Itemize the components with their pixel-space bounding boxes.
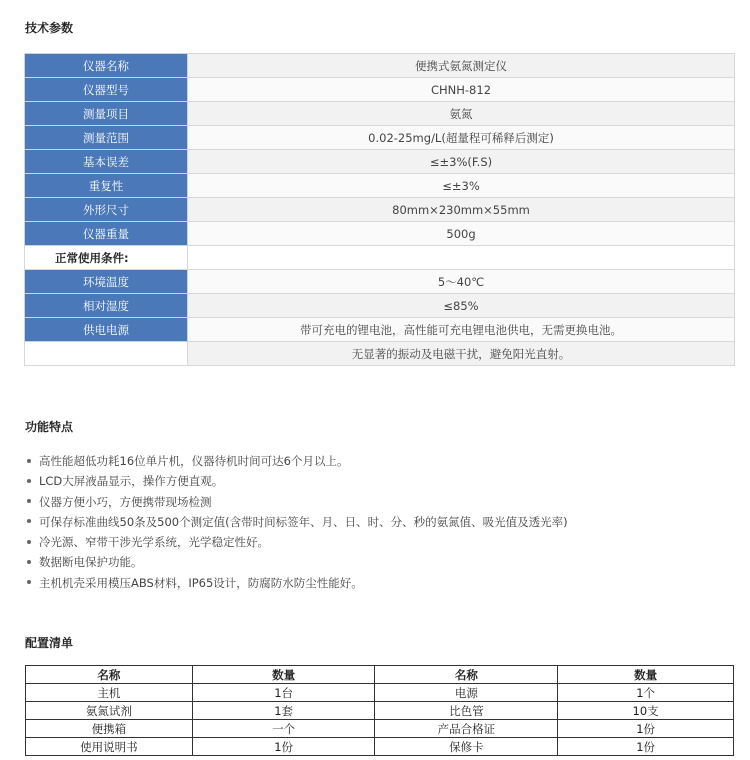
- config-table: [25, 665, 734, 756]
- table-cell: 1套: [192, 702, 375, 720]
- spec-row: [25, 174, 735, 198]
- spec-label: 仪器型号: [25, 78, 188, 102]
- spec-label: 供电电源: [25, 318, 188, 342]
- spec-row: [25, 318, 735, 342]
- bullet-icon: [27, 540, 31, 544]
- spec-label: 仪器重量: [25, 222, 188, 246]
- table-cell: 使用说明书: [26, 738, 193, 756]
- spec-row: [25, 102, 735, 126]
- bullet-icon: [27, 479, 31, 483]
- spec-value: 带可充电的锂电池，高性能可充电锂电池供电，无需更换电池。: [188, 318, 735, 342]
- spec-row: [25, 126, 735, 150]
- spec-label: 重复性: [25, 174, 188, 198]
- spec-label: 外形尺寸: [25, 198, 188, 222]
- spec-value: ≤85%: [188, 294, 735, 318]
- spec-value: 5～40℃: [188, 270, 735, 294]
- spec-row: [25, 150, 735, 174]
- spec-value: 0.02-25mg/L(超量程可稀释后测定): [188, 126, 735, 150]
- spec-value: CHNH-812: [188, 78, 735, 102]
- spec-row: [25, 222, 735, 246]
- feature-text: 可保存标准曲线50条及500个测定值(含带时间标签年、月、日、时、分、秒的氨氮值、吸光值及透光率): [39, 514, 568, 529]
- spec-empty-label: [25, 342, 188, 366]
- spec-value: 80mm×230mm×55mm: [188, 198, 735, 222]
- spec-label: 仪器名称: [25, 54, 188, 78]
- config-heading: 配置清单: [25, 636, 74, 650]
- column-header: 名称: [26, 666, 193, 684]
- feature-text: 高性能超低功耗16位单片机，仪器待机时间可达6个月以上。: [39, 454, 349, 468]
- spec-row: [25, 294, 735, 318]
- spec-conditions-row: [25, 246, 735, 270]
- spec-row: [25, 270, 735, 294]
- bullet-icon: [27, 499, 31, 503]
- list-item: [24, 573, 568, 593]
- table-cell: 一个: [192, 720, 375, 738]
- spec-value: ≤±3%: [188, 174, 735, 198]
- bullet-icon: [27, 519, 31, 523]
- table-cell: 1份: [192, 738, 375, 756]
- conditions-label: 正常使用条件:: [25, 246, 188, 270]
- list-item: [24, 471, 568, 491]
- spec-row: [25, 78, 735, 102]
- list-item: [24, 552, 568, 572]
- table-cell: 氨氮试剂: [26, 702, 193, 720]
- table-cell: 1份: [558, 738, 734, 756]
- table-header-row: [26, 666, 734, 684]
- spec-value: 500g: [188, 222, 735, 246]
- feature-text: 主机机壳采用模压ABS材料，IP65设计，防腐防水防尘性能好。: [39, 575, 363, 590]
- bullet-icon: [27, 459, 31, 463]
- features-list: [24, 451, 568, 593]
- column-header: 名称: [375, 666, 558, 684]
- list-item: [24, 451, 568, 471]
- table-cell: 保修卡: [375, 738, 558, 756]
- specs-heading: 技术参数: [25, 21, 74, 35]
- table-cell: 电源: [375, 684, 558, 702]
- feature-text: LCD大屏液晶显示，操作方便直观。: [39, 474, 224, 489]
- list-item: [24, 512, 568, 532]
- spec-value: 便携式氨氮测定仪: [188, 54, 735, 78]
- feature-text: 冷光源、窄带干涉光学系统，光学稳定性好。: [39, 535, 269, 550]
- table-row: [26, 738, 734, 756]
- spec-label: 测量范围: [25, 126, 188, 150]
- feature-text: 数据断电保护功能。: [39, 555, 143, 570]
- feature-text: 仪器方便小巧，方便携带现场检测: [39, 494, 212, 509]
- spec-value: ≤±3%(F.S): [188, 150, 735, 174]
- table-cell: 便携箱: [26, 720, 193, 738]
- spec-table: [24, 53, 735, 366]
- list-item: [24, 532, 568, 552]
- spec-row: [25, 198, 735, 222]
- table-cell: 1份: [558, 720, 734, 738]
- column-header: 数量: [558, 666, 734, 684]
- spec-row: [25, 342, 735, 366]
- table-row: [26, 684, 734, 702]
- table-cell: 1个: [558, 684, 734, 702]
- conditions-blank: [188, 246, 735, 270]
- bullet-icon: [27, 580, 31, 584]
- table-cell: 主机: [26, 684, 193, 702]
- table-cell: 10支: [558, 702, 734, 720]
- spec-value: 氨氮: [188, 102, 735, 126]
- table-row: [26, 720, 734, 738]
- table-cell: 比色管: [375, 702, 558, 720]
- spec-row: [25, 54, 735, 78]
- table-row: [26, 702, 734, 720]
- spec-label: 相对湿度: [25, 294, 188, 318]
- table-cell: 1台: [192, 684, 375, 702]
- features-heading: 功能特点: [25, 420, 74, 434]
- list-item: [24, 492, 568, 512]
- spec-value: 无显著的振动及电磁干扰，避免阳光直射。: [188, 342, 735, 366]
- column-header: 数量: [192, 666, 375, 684]
- table-cell: 产品合格证: [375, 720, 558, 738]
- spec-label: 环境温度: [25, 270, 188, 294]
- spec-label: 测量项目: [25, 102, 188, 126]
- spec-label: 基本误差: [25, 150, 188, 174]
- bullet-icon: [27, 560, 31, 564]
